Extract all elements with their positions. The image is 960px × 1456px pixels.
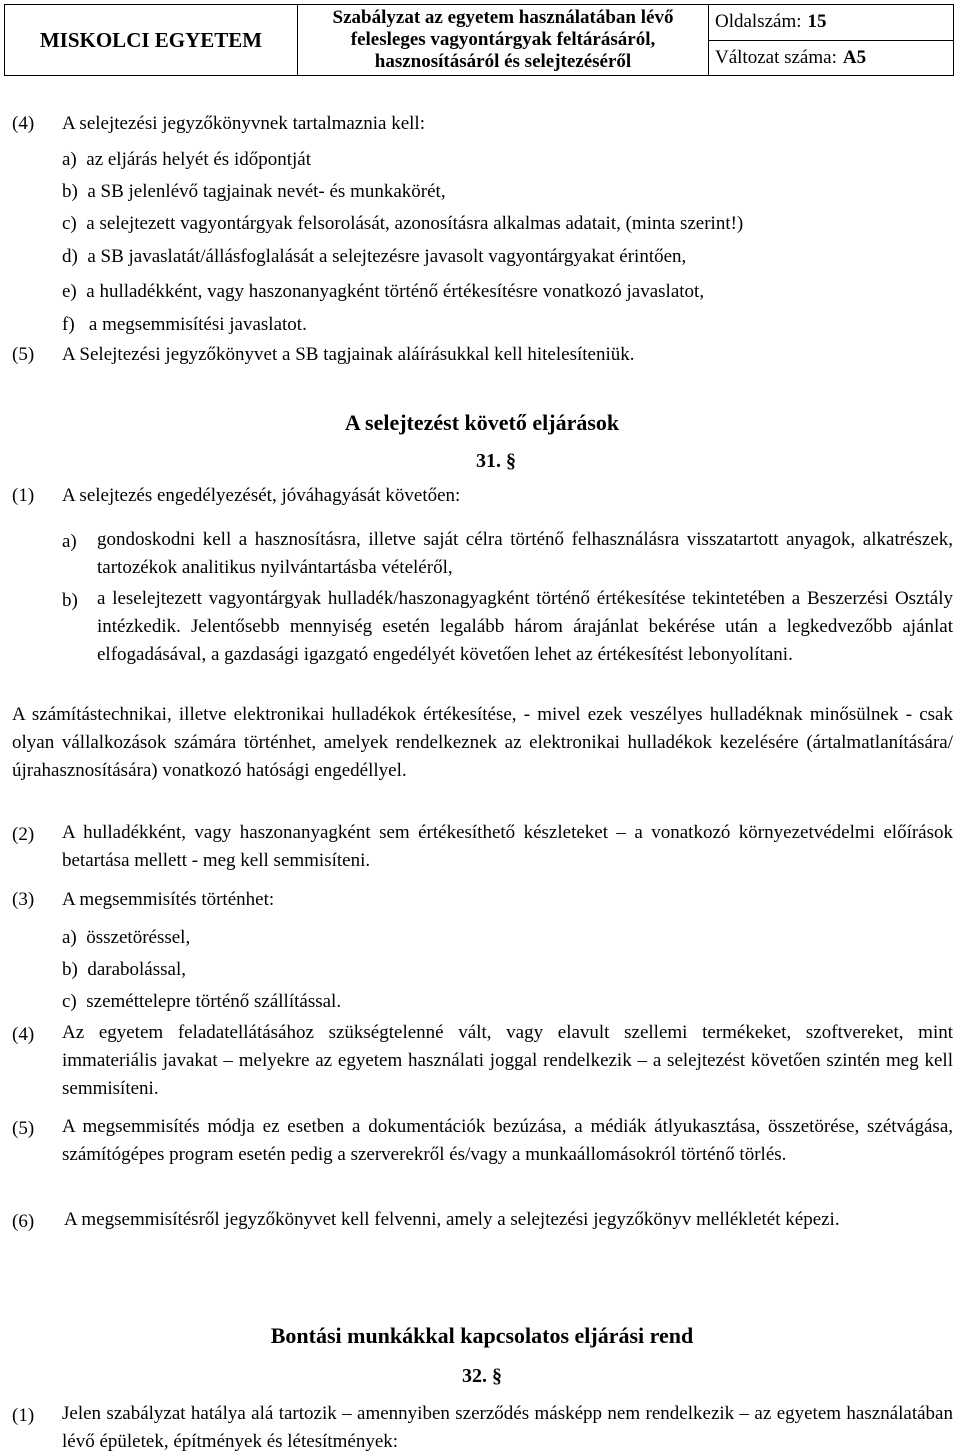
- list-label: b): [62, 590, 78, 611]
- paragraph-number: (1): [12, 1405, 35, 1426]
- list-item: c) szeméttelepre történő szállítással.: [62, 991, 342, 1012]
- paragraph-text: A megsemmisítésről jegyzőkönyvet kell felvenni, amely a selejtezési jegyzőkönyv mellékletét képezi.: [64, 1209, 840, 1230]
- section-number: 31. §: [476, 450, 516, 472]
- paragraph-text: A Selejtezési jegyzőkönyvet a SB tagjainak aláírásukkal kell hitelesíteniük.: [62, 344, 635, 365]
- paragraph-text: Az egyetem feladatellátásához szükségtelenné vált, vagy elavult szellemi termékeket, szoftvereket, mint immateriális javakat – melyekre az egyetem használati joggal rendelkezik – a selejtezést követően szintén meg kell semmisíteni.: [62, 1022, 953, 1099]
- list-item: c) a selejtezett vagyontárgyak felsorolását, azonosításra alkalmas adatait, (minta szerint!): [62, 213, 744, 234]
- list-item: a) összetöréssel,: [62, 927, 191, 948]
- paragraph-text: A selejtezési jegyzőkönyvnek tartalmaznia kell:: [62, 113, 425, 134]
- list-item: d) a SB javaslatát/állásfoglalását a selejtezésre javasolt vagyontárgyakat érintően,: [62, 246, 687, 267]
- paragraph-number: (2): [12, 824, 35, 845]
- title-line-2: felesleges vagyontárgyak feltárásáról,: [350, 29, 656, 50]
- title-line-1: Szabályzat az egyetem használatában lévő: [332, 7, 674, 28]
- paragraph-text: A selejtezés engedélyezését, jóváhagyását követően:: [62, 485, 461, 506]
- paragraph-number: (5): [12, 344, 35, 365]
- version-cell: [709, 41, 953, 76]
- page-label: Oldalszám:: [715, 11, 802, 33]
- organization-name: MISKOLCI EGYETEM: [5, 5, 298, 75]
- list-label: a): [62, 531, 77, 552]
- page-value: 15: [807, 11, 827, 33]
- list-item: f) a megsemmisítési javaslatot.: [62, 314, 307, 335]
- paragraph-number: (3): [12, 889, 35, 910]
- paragraph-number: (4): [12, 1024, 35, 1045]
- paragraph-text: A megsemmisítés történhet:: [62, 889, 275, 910]
- list-item-text: a leselejtezett vagyontárgyak hulladék/haszonagyagként történő értékesítése tekintetében a Beszerzési Osztály intézkedik. Jelentősebb mennyiség esetén legalább három árajánlat bekérése után a legkedvezőbb ajánlat elfogadásával, a gazdasági igazgató engedélyét követően lehet az értékesítést lebonyolítani.: [97, 588, 953, 665]
- page-number-cell: [709, 5, 953, 41]
- document-title: [298, 5, 709, 75]
- title-line-3: hasznosításáról és selejtezéséről: [374, 51, 632, 72]
- version-label: Változat száma:: [715, 46, 837, 68]
- paragraph-number: (5): [12, 1118, 35, 1139]
- version-value: A5: [842, 46, 867, 68]
- list-item: b) darabolással,: [62, 959, 186, 980]
- section-heading: Bontási munkákkal kapcsolatos eljárási rend: [270, 1323, 694, 1348]
- body-paragraph: A számítástechnikai, illetve elektronikai hulladékok értékesítése, - mivel ezek veszélyes hulladéknak minősülnek - csak olyan vállalkozások számára történhet, amelyek rendelkeznek az elektronikai hulladékok kezelésére (ártalmatlanítására/ újrahasznosítására) vonatkozó hatósági engedéllyel.: [12, 704, 953, 781]
- list-item-text: gondoskodni kell a hasznosításra, illetve saját célra történő felhasználásra visszatartott anyagok, alkatrészek, tartozékok analitikus nyilvántartásba vételéről,: [97, 529, 953, 578]
- list-item: a) az eljárás helyét és időpontját: [62, 149, 312, 170]
- section-number: 32. §: [462, 1365, 502, 1387]
- section-heading: A selejtezést követő eljárások: [344, 410, 620, 435]
- header-meta: [709, 5, 953, 75]
- paragraph-text: A megsemmisítés módja ez esetben a dokumentációk bezúzása, a médiák átlyukasztása, összetörése, szétvágása, számítógépes program esetén pedig a szerverekről és/vagy a munkaállomásokról történő törlés.: [62, 1116, 953, 1165]
- paragraph-number: (6): [12, 1211, 35, 1232]
- paragraph-text: A hulladékként, vagy haszonanyagként sem értékesíthető készleteket – a vonatkozó környezetvédelmi előírások betartása mellett - meg kell semmisíteni.: [62, 822, 953, 871]
- list-item: e) a hulladékként, vagy haszonanyagként történő értékesítésre vonatkozó javaslatot,: [62, 281, 705, 302]
- paragraph-number: (1): [12, 485, 35, 506]
- paragraph-text: Jelen szabályzat hatálya alá tartozik – amennyiben szerződés másképp nem rendelkezik – az egyetem használatában lévő épületek, építmények és létesítmények:: [62, 1403, 953, 1452]
- list-item: b) a SB jelenlévő tagjainak nevét- és munkakörét,: [62, 181, 446, 202]
- paragraph-number: (4): [12, 113, 35, 134]
- document-header: [4, 4, 954, 76]
